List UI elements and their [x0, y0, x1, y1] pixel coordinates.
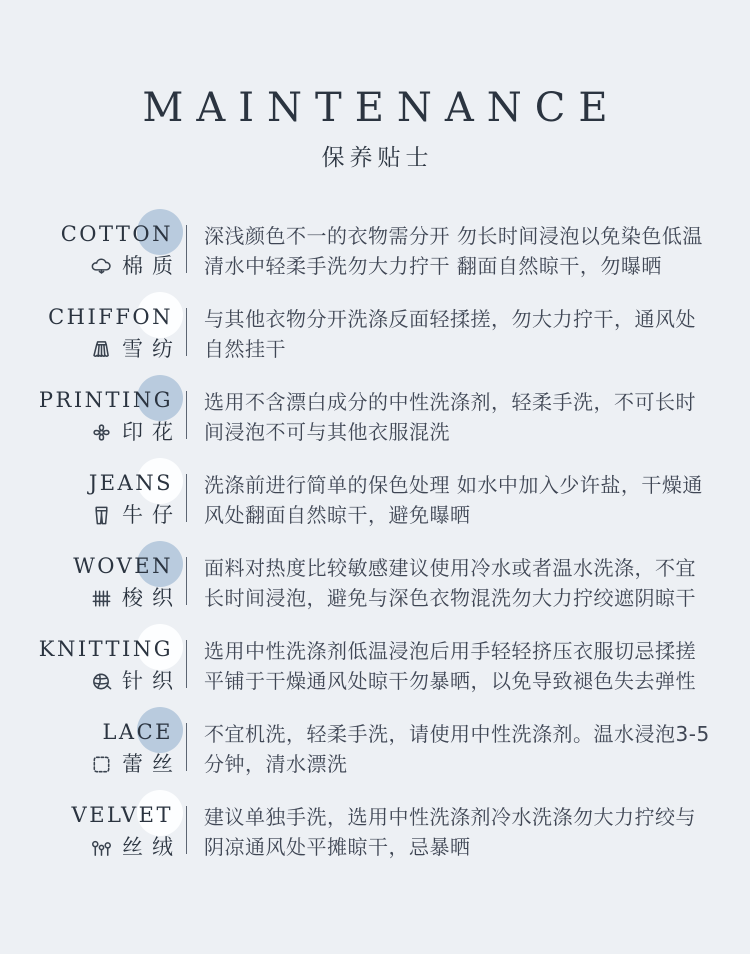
vertical-divider	[186, 557, 187, 605]
fabric-name-en: PRINTING	[38, 388, 173, 412]
lace-stamp-icon	[90, 753, 113, 776]
fabric-label	[0, 304, 186, 363]
care-instructions-text: 选用中性洗涤剂低温浸泡后用手轻轻挤压衣服切忌揉搓平铺于干燥通风处晾干勿暴晒，以免导致褪色失去弹性	[204, 639, 696, 693]
fabric-label	[0, 553, 186, 612]
care-section-row	[0, 719, 750, 779]
fabric-name-zh: 蕾丝	[122, 752, 182, 776]
fabric-name-zh: 针织	[122, 669, 182, 693]
care-instructions-text: 与其他衣物分开洗涤反面轻揉搓，勿大力拧干，通风处自然挂干	[204, 307, 696, 361]
care-section-row	[0, 221, 750, 281]
fabric-name-en: CHIFFON	[48, 305, 173, 329]
care-section-row	[0, 636, 750, 696]
flower-icon	[90, 421, 113, 444]
care-section-row	[0, 553, 750, 613]
pants-icon	[90, 504, 113, 527]
fabric-label	[0, 636, 186, 695]
vertical-divider	[186, 723, 187, 771]
fabric-name-en: WOVEN	[73, 554, 173, 578]
fabric-name-en: VELVET	[71, 803, 173, 827]
fabric-label	[0, 221, 186, 280]
care-sections-list	[0, 221, 750, 862]
skirt-icon	[90, 338, 113, 361]
care-instructions-text: 面料对热度比较敏感建议使用冷水或者温水洗涤，不宜长时间浸泡，避免与深色衣物混洗勿大力拧绞遮阴晾干	[204, 556, 696, 610]
vertical-divider	[186, 474, 187, 522]
care-instructions-text: 不宜机洗，轻柔手洗，请使用中性洗涤剂。温水浸泡3-5分钟，清水漂洗	[204, 722, 710, 776]
fabric-name-zh: 棉质	[122, 254, 182, 278]
fabric-label	[0, 470, 186, 529]
page-header	[0, 0, 750, 173]
fabric-name-zh: 梭织	[122, 586, 182, 610]
fabric-name-zh: 印花	[122, 420, 182, 444]
care-instructions-text: 建议单独手洗，选用中性洗涤剂冷水洗涤勿大力拧绞与阴凉通风处平摊晾干，忌暴晒	[204, 805, 696, 859]
care-section-row	[0, 802, 750, 862]
care-instructions-text: 选用不含漂白成分的中性洗涤剂，轻柔手洗，不可长时间浸泡不可与其他衣服混洗	[204, 390, 696, 444]
fabric-name-zh: 丝绒	[122, 835, 182, 859]
vertical-divider	[186, 225, 187, 273]
vertical-divider	[186, 391, 187, 439]
vertical-divider	[186, 640, 187, 688]
care-section-row	[0, 470, 750, 530]
fabric-name-en: COTTON	[60, 222, 173, 246]
fabric-name-en: KNITTING	[38, 637, 173, 661]
yarn-ball-icon	[90, 670, 113, 693]
fabric-name-en: LACE	[102, 720, 173, 744]
fabric-name-en: JEANS	[88, 471, 173, 495]
care-section-row	[0, 387, 750, 447]
fabric-label	[0, 387, 186, 446]
vertical-divider	[186, 308, 187, 356]
sprout-icon	[90, 836, 113, 859]
care-instructions-text: 深浅颜色不一的衣物需分开 勿长时间浸泡以免染色低温清水中轻柔手洗勿大力拧干 翻面自然晾干，勿曝晒	[204, 224, 703, 278]
fabric-label	[0, 719, 186, 778]
page-title: MAINTENANCE	[142, 85, 621, 131]
fabric-name-zh: 雪纺	[122, 337, 182, 361]
care-section-row	[0, 304, 750, 364]
care-instructions-text: 洗涤前进行简单的保色处理 如水中加入少许盐，干燥通风处翻面自然晾干，避免曝晒	[204, 473, 703, 527]
cotton-icon	[90, 255, 113, 278]
fabric-name-zh: 牛仔	[122, 503, 182, 527]
page-subtitle: 保养贴士	[321, 145, 434, 171]
vertical-divider	[186, 806, 187, 854]
fabric-label	[0, 802, 186, 861]
weave-grid-icon	[90, 587, 113, 610]
